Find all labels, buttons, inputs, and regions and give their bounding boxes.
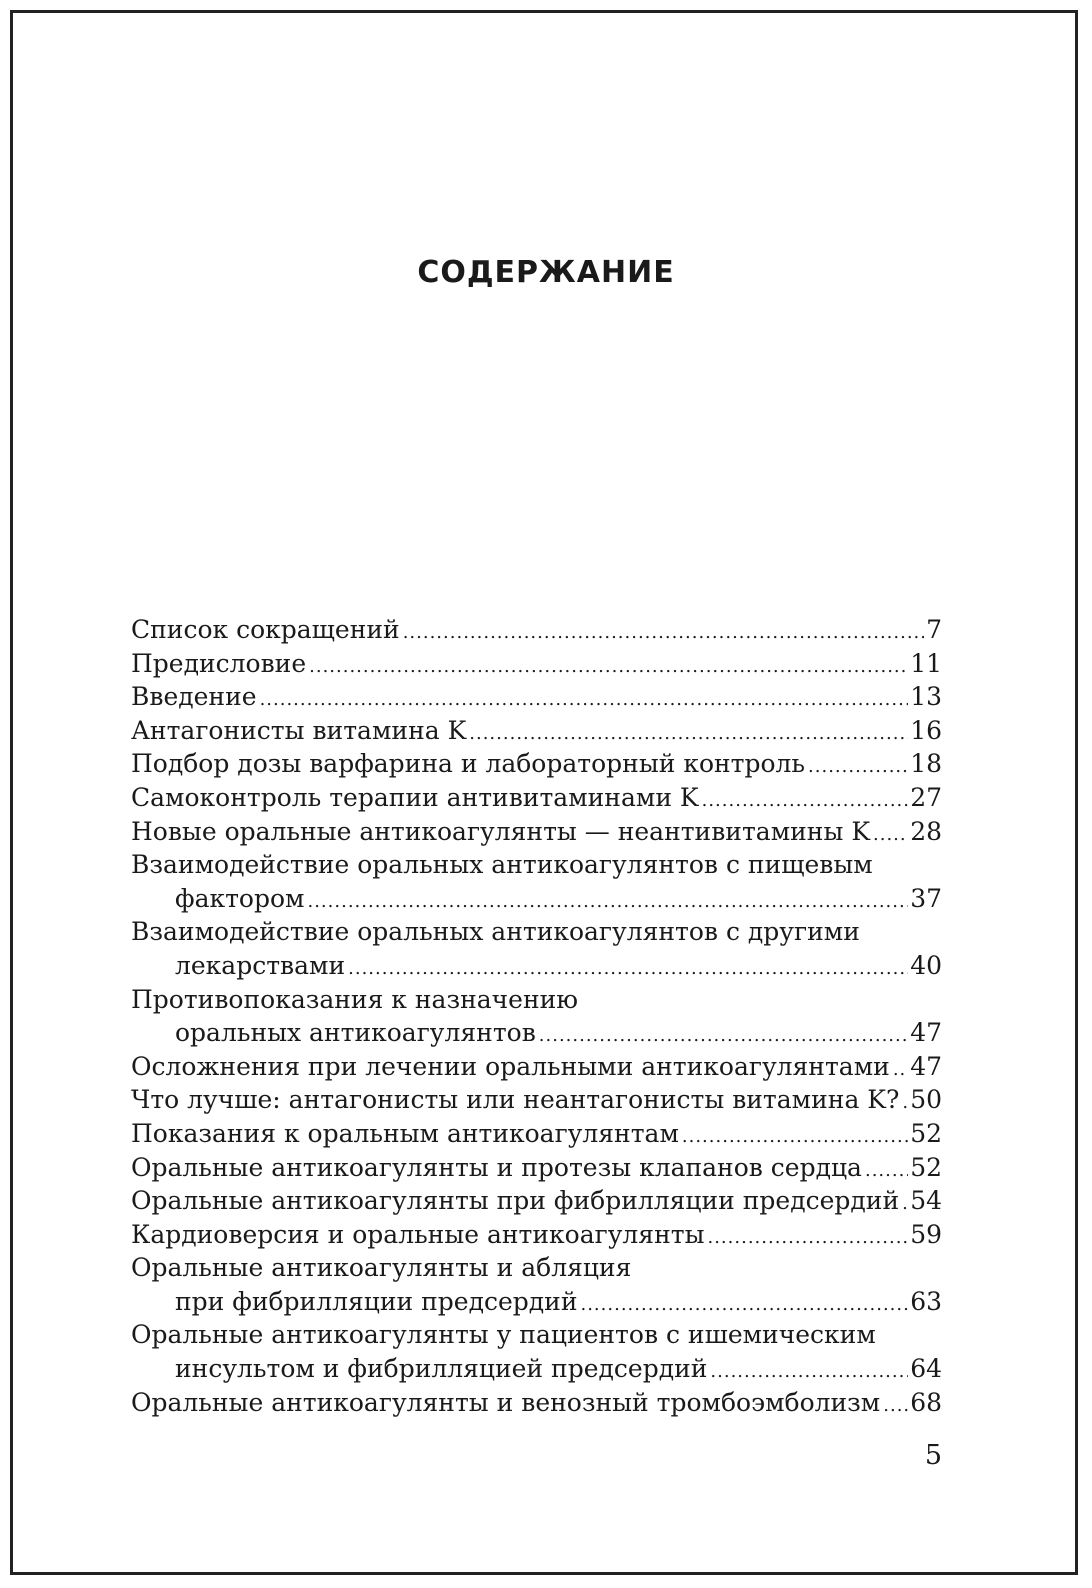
toc-entry-title: Введение	[131, 682, 257, 712]
toc-entry-title-continued: оральных антикоагулянтов	[175, 1018, 536, 1048]
toc-entry-title: Предисловие	[131, 648, 307, 678]
toc-entry-title-continued: инсультом и фибрилляцией предсердий	[175, 1354, 708, 1384]
toc-entry-page: 63	[910, 1286, 942, 1316]
toc-entry-page: 47	[910, 1051, 942, 1081]
leader-dots	[707, 1221, 908, 1255]
toc-entry[interactable]	[131, 613, 942, 647]
leader-dots	[469, 717, 908, 751]
leader-dots	[348, 952, 908, 986]
leader-dots	[873, 818, 908, 852]
leader-dots	[902, 1187, 908, 1221]
leader-dots	[893, 1053, 908, 1087]
toc-entry-page: 59	[910, 1219, 942, 1249]
toc-entry-page: 52	[910, 1152, 942, 1182]
toc-entry[interactable]	[131, 1318, 942, 1385]
leader-dots	[309, 650, 908, 684]
toc-entry[interactable]	[131, 1151, 942, 1185]
toc-entry-page: 52	[910, 1118, 942, 1148]
toc-entry-page: 13	[910, 682, 942, 712]
toc-entry-title: Оральные антикоагулянты и абляция	[131, 1253, 632, 1283]
toc-entry-page: 27	[910, 782, 942, 812]
toc-entry-title-continued: лекарствами	[175, 950, 346, 980]
leader-dots	[682, 1120, 908, 1154]
toc-entry[interactable]	[131, 815, 942, 849]
toc-entry-page: 40	[910, 950, 942, 980]
toc-entry-page: 50	[910, 1085, 942, 1115]
toc-entry[interactable]	[131, 647, 942, 681]
leader-dots	[710, 1355, 908, 1389]
toc-entry[interactable]	[131, 1218, 942, 1252]
leader-dots	[539, 1019, 908, 1053]
toc-entry[interactable]	[131, 1083, 942, 1117]
toc-entry[interactable]	[131, 1386, 942, 1420]
toc-entry-page: 7	[926, 615, 942, 644]
table-of-contents	[131, 613, 942, 1419]
toc-entry[interactable]	[131, 983, 942, 1050]
leader-dots	[902, 1086, 908, 1120]
toc-entry-title: Показания к оральным антикоагулянтам	[131, 1118, 679, 1148]
toc-entry[interactable]	[131, 1117, 942, 1151]
toc-entry-title: Антагонисты витамина K	[131, 715, 467, 745]
toc-entry-title-continued: при фибрилляции предсердий	[175, 1286, 578, 1316]
leader-dots	[883, 1389, 908, 1423]
leader-dots	[307, 885, 908, 919]
toc-entry[interactable]	[131, 915, 942, 982]
page-number: 5	[924, 1440, 942, 1471]
toc-entry-title: Новые оральные антикоагулянты — неантивитамины K	[131, 816, 870, 846]
toc-entry-title: Оральные антикоагулянты и венозный тромбоэмболизм	[131, 1387, 881, 1417]
toc-entry-page: 64	[910, 1354, 942, 1384]
toc-entry-title: Осложнения при лечении оральными антикоагулянтами	[131, 1051, 890, 1081]
toc-entry-title: Оральные антикоагулянты и протезы клапанов сердца	[131, 1152, 862, 1182]
leader-dots	[580, 1288, 908, 1322]
toc-entry-page: 16	[910, 715, 942, 745]
toc-entry-title: Список сокращений	[131, 615, 400, 644]
toc-entry-page: 37	[910, 883, 942, 913]
toc-entry[interactable]	[131, 781, 942, 815]
leader-dots	[403, 616, 924, 650]
toc-entry-page: 68	[910, 1387, 942, 1417]
toc-entry[interactable]	[131, 1251, 942, 1318]
toc-entry-title: Кардиоверсия и оральные антикоагулянты	[131, 1219, 705, 1249]
toc-entry[interactable]	[131, 848, 942, 915]
toc-entry-title: Что лучше: антагонисты или неантагонисты витамина K?	[131, 1085, 900, 1115]
toc-entry[interactable]	[131, 714, 942, 748]
leader-dots	[260, 683, 909, 717]
leader-dots	[702, 784, 909, 818]
toc-entry[interactable]	[131, 1050, 942, 1084]
toc-entry-title: Оральные антикоагулянты при фибрилляции предсердий	[131, 1186, 900, 1216]
toc-entry-title: Взаимодействие оральных антикоагулянтов с другими	[131, 917, 860, 947]
leader-dots	[808, 750, 908, 784]
leader-dots	[865, 1154, 908, 1188]
toc-entry-title: Оральные антикоагулянты у пациентов с ишемическим	[131, 1320, 876, 1350]
page-title: СОДЕРЖАНИЕ	[417, 255, 675, 290]
toc-entry-page: 28	[910, 816, 942, 846]
toc-entry[interactable]	[131, 1184, 942, 1218]
toc-entry[interactable]	[131, 680, 942, 714]
toc-entry-page: 47	[910, 1018, 942, 1048]
toc-entry-page: 11	[910, 648, 942, 678]
toc-entry-title: Подбор дозы варфарина и лабораторный контроль	[131, 749, 806, 779]
toc-entry-title: Противопоказания к назначению	[131, 984, 579, 1014]
toc-entry-page: 54	[910, 1186, 942, 1216]
toc-entry-title: Взаимодействие оральных антикоагулянтов с пищевым	[131, 850, 873, 880]
toc-entry-page: 18	[910, 749, 942, 779]
toc-entry-title: Самоконтроль терапии антивитаминами K	[131, 782, 699, 812]
toc-entry[interactable]	[131, 747, 942, 781]
toc-entry-title-continued: фактором	[175, 883, 305, 913]
